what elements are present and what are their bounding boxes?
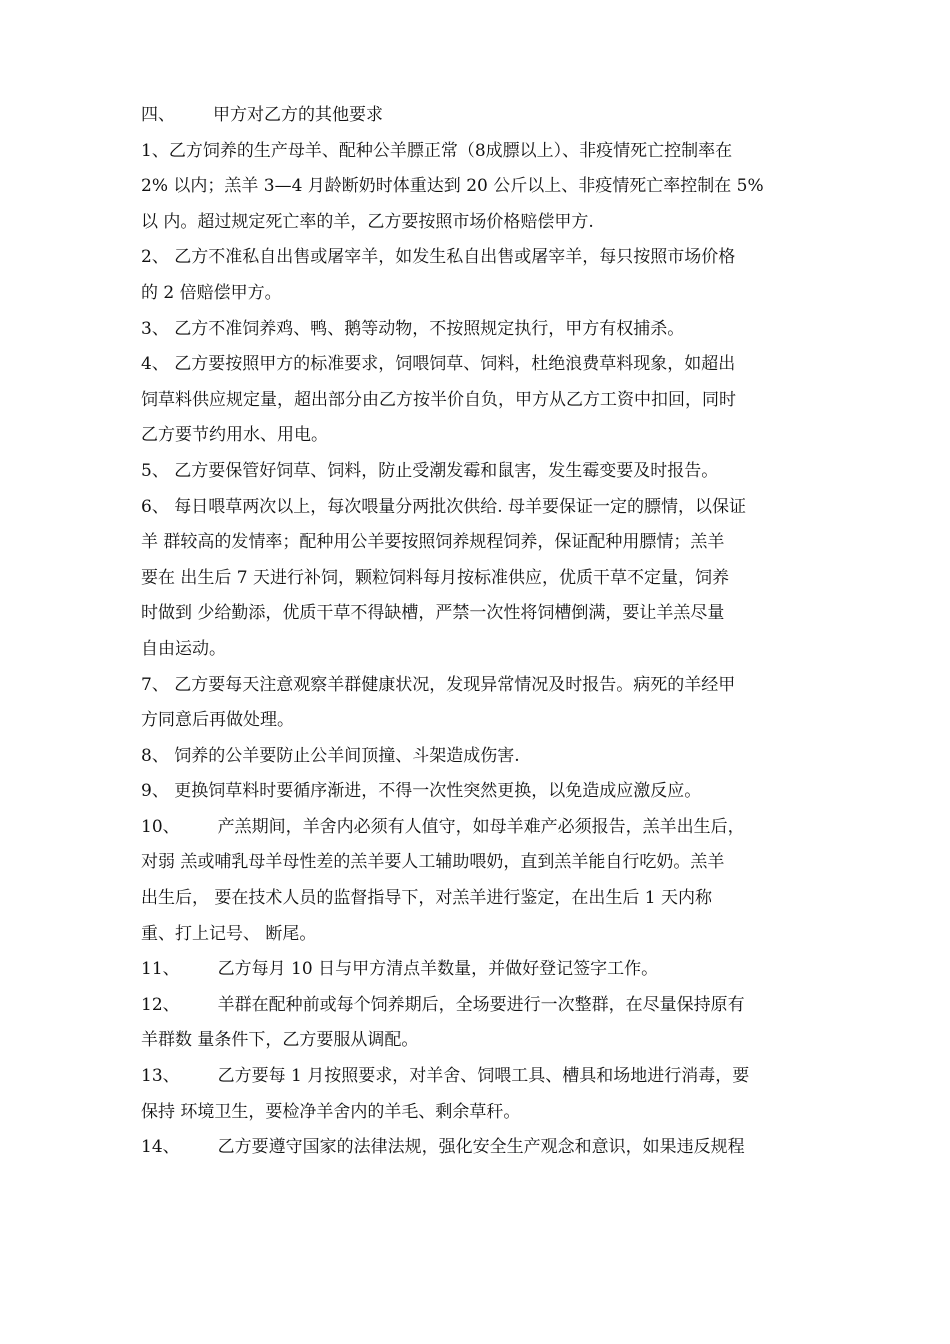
line-text: 对弱 羔或哺乳母羊母性差的羔羊要人工辅助喂奶，直到羔羊能自行吃奶。羔羊 xyxy=(141,852,725,873)
section-heading xyxy=(141,98,817,134)
line-text: 以 内。超过规定死亡率的羊，乙方要按照市场价格赔偿甲方. xyxy=(141,211,594,232)
text-line xyxy=(141,1095,817,1131)
section-number: 四、 xyxy=(141,105,175,125)
line-text: 羊群在配种前或每个饲养期后，全场要进行一次整群，在尽量保持原有 xyxy=(217,994,745,1015)
text-line xyxy=(141,347,817,383)
line-text: 羊群数 量条件下，乙方要服从调配。 xyxy=(141,1030,419,1051)
line-text: 保持 环境卫生，要检净羊舍内的羊毛、剩余草秆。 xyxy=(141,1101,521,1122)
text-line xyxy=(141,1059,817,1095)
line-text: 乙方要遵守国家的法律法规，强化安全生产观念和意识，如果违反规程 xyxy=(217,1137,745,1158)
item-number: 11、 xyxy=(141,959,180,980)
text-line xyxy=(141,490,817,526)
text-line xyxy=(141,312,817,348)
text-line xyxy=(141,1130,817,1166)
line-text: 乙方要节约用水、用电。 xyxy=(141,425,328,446)
text-line xyxy=(141,240,817,276)
text-line xyxy=(141,668,817,704)
line-text: 4、 乙方要按照甲方的标准要求，饲喂饲草、饲料，杜绝浪费草料现象，如超出 xyxy=(141,354,736,375)
line-text: 自由运动。 xyxy=(141,638,226,659)
text-line xyxy=(141,952,817,988)
text-line xyxy=(141,1023,817,1059)
line-text: 饲草料供应规定量，超出部分由乙方按半价自负，甲方从乙方工资中扣回，同时 xyxy=(141,389,736,410)
line-text: 时做到 少给勤添，优质干草不得缺槽，严禁一次性将饲槽倒满，要让羊羔尽量 xyxy=(141,603,725,624)
text-line xyxy=(141,632,817,668)
line-text: 乙方要每 1 月按照要求，对羊舍、饲喂工具、槽具和场地进行消毒，要 xyxy=(217,1066,750,1087)
line-text: 7、 乙方要每天注意观察羊群健康状况，发现异常情况及时报告。病死的羊经甲 xyxy=(141,674,736,695)
text-line xyxy=(141,454,817,490)
section-title: 甲方对乙方的其他要求 xyxy=(213,105,383,125)
item-number: 12、 xyxy=(141,994,180,1015)
line-text: 5、 乙方要保管好饲草、饲料，防止受潮发霉和鼠害，发生霉变要及时报告。 xyxy=(141,460,719,481)
text-line xyxy=(141,988,817,1024)
text-line xyxy=(141,205,817,241)
line-text: 9、 更换饲草料时要循序渐进，不得一次性突然更换，以免造成应激反应。 xyxy=(141,781,702,802)
text-line xyxy=(141,739,817,775)
paragraph-lines xyxy=(141,134,817,1166)
text-line xyxy=(141,917,817,953)
text-line xyxy=(141,845,817,881)
text-line xyxy=(141,774,817,810)
text-line xyxy=(141,561,817,597)
text-line xyxy=(141,596,817,632)
line-text: 1、乙方饲养的生产母羊、配种公羊膘正常（8成膘以上）、非疫情死亡控制率在 xyxy=(141,140,733,161)
text-line xyxy=(141,276,817,312)
text-line xyxy=(141,810,817,846)
item-number: 14、 xyxy=(141,1137,180,1158)
line-text: 6、 每日喂草两次以上，每次喂量分两批次供给. 母羊要保证一定的膘情，以保证 xyxy=(141,496,747,517)
line-text: 方同意后再做处理。 xyxy=(141,710,294,731)
line-text: 2% 以内；羔羊 3—4 月龄断奶时体重达到 20 公斤以上、非疫情死亡率控制在 5% xyxy=(141,176,764,197)
text-line xyxy=(141,169,817,205)
line-text: 的 2 倍赔偿甲方。 xyxy=(141,282,282,303)
text-line xyxy=(141,525,817,561)
line-text: 要在 出生后 7 天进行补饲，颗粒饲料每月按标准供应，优质干草不定量，饲养 xyxy=(141,567,730,588)
item-number: 10、 xyxy=(141,816,180,837)
line-text: 羊 群较高的发情率；配种用公羊要按照饲养规程饲养，保证配种用膘情；羔羊 xyxy=(141,532,725,553)
line-text: 3、 乙方不准饲养鸡、鸭、鹅等动物，不按照规定执行，甲方有权捕杀。 xyxy=(141,318,685,339)
text-line xyxy=(141,881,817,917)
line-text: 2、 乙方不准私自出售或屠宰羊，如发生私自出售或屠宰羊，每只按照市场价格 xyxy=(141,247,736,268)
text-line xyxy=(141,134,817,170)
line-text: 出生后， 要在技术人员的监督指导下，对羔羊进行鉴定，在出生后 1 天内称 xyxy=(141,888,713,909)
line-text: 产羔期间，羊舍内必须有人值守，如母羊难产必须报告，羔羊出生后， xyxy=(217,816,745,837)
line-text: 8、 饲养的公羊要防止公羊间顶撞、斗架造成伤害. xyxy=(141,745,520,766)
line-text: 乙方每月 10 日与甲方清点羊数量，并做好登记签字工作。 xyxy=(217,959,659,980)
item-number: 13、 xyxy=(141,1066,180,1087)
line-text: 重、打上记号、 断尾。 xyxy=(141,923,317,944)
text-line xyxy=(141,418,817,454)
document-body xyxy=(141,98,817,1166)
text-line xyxy=(141,383,817,419)
text-line xyxy=(141,703,817,739)
